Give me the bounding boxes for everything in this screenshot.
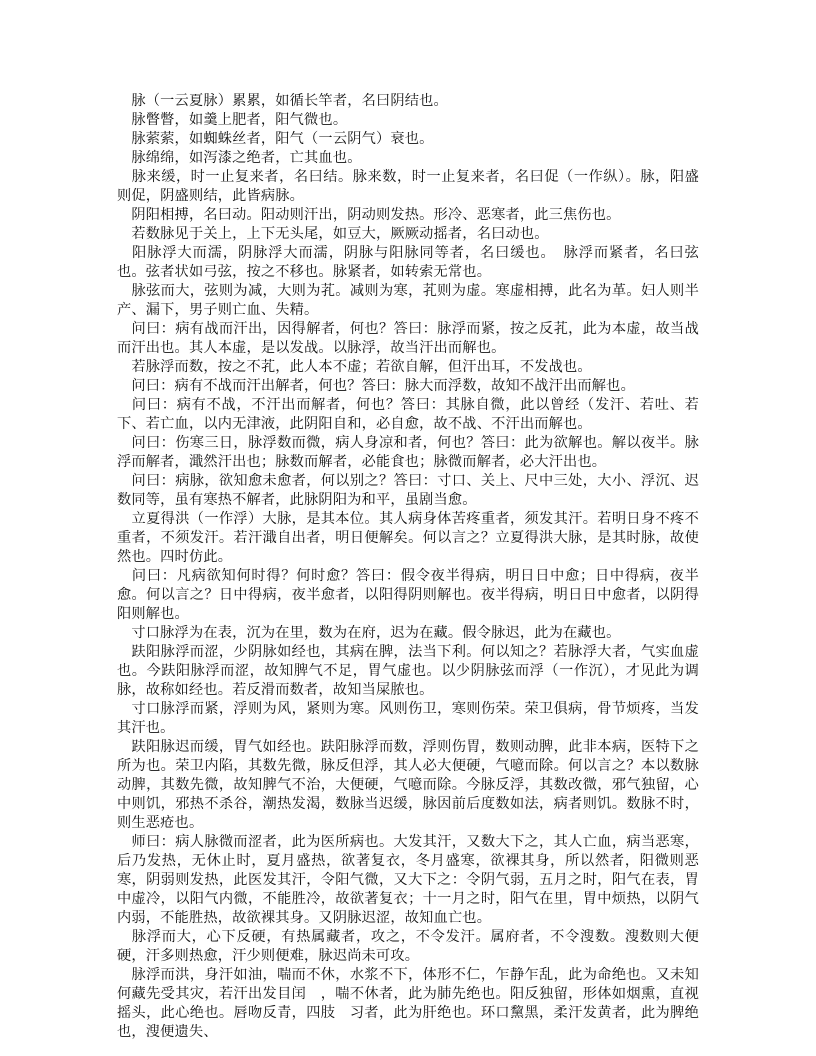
paragraph: 寸口脉浮为在表，沉为在里，数为在府，迟为在藏。假令脉迟，此为在藏也。: [117, 625, 621, 641]
paragraph: 师曰：病人脉微而涩者，此为医所病也。大发其汗，又数大下之，其人亡血，病当恶寒，后乃发热，无休止时，夏月盛热，欲著复衣，冬月盛寒，欲裸其身，所以然者，阳微则恶寒，阴弱则发热，此医发其汗，令阳气微，又大下之：令阴气弱，五月之时，阳气在表，胃中虚冷，以阳气内微，不能胜冷，故欲著复衣；十一月之时，阳气在里，胃中烦热，以阴气内弱，不能胜热，故欲裸其身。又阴脉迟涩，故知血亡也。: [117, 834, 699, 926]
paragraph: 脉浮而大，心下反硬，有热属藏者，攻之，不令发汗。属府者，不令溲数。溲数则大便硬，汗多则热愈，汗少则便难，脉迟尚未可攻。: [117, 929, 699, 964]
paragraph: 问曰：凡病欲知何时得？何时愈？答曰：假令夜半得病，明日日中愈；日中得病，夜半愈。何以言之？日中得病，夜半愈者，以阳得阴则解也。夜半得病，明日日中愈者，以阴得阳则解也。: [117, 568, 699, 622]
paragraph: 阳脉浮大而濡，阴脉浮大而濡，阴脉与阳脉同等者，名曰缓也。 脉浮而紧者，名曰弦也。弦者状如弓弦，按之不移也。脉紧者，如转索无常也。: [117, 245, 699, 280]
document-page: [117, 92, 699, 1042]
paragraph: 立夏得洪（一作浮）大脉，是其本位。其人病身体苦疼重者，须发其汗。若明日身不疼不重者，不须发汗。若汗濈自出者，明日便解矣。何以言之？立夏得洪大脉，是其时脉，故使然也。四时仿此。: [117, 511, 699, 565]
paragraph: 寸口脉浮而紧，浮则为风，紧则为寒。风则伤卫，寒则伤荣。荣卫俱病，骨节烦疼，当发其汗也。: [117, 701, 699, 736]
paragraph: 脉绵绵，如泻漆之绝者，亡其血也。: [117, 150, 362, 166]
paragraph: 若数脉见于关上，上下无头尾，如豆大，厥厥动摇者，名曰动也。: [117, 226, 549, 242]
paragraph: 问曰：病脉，欲知愈未愈者，何以别之？答曰：寸口、关上、尺中三处，大小、浮沉、迟数同等，虽有寒热不解者，此脉阴阳为和平，虽剧当愈。: [117, 473, 699, 508]
paragraph: 脉来缓，时一止复来者，名曰结。脉来数，时一止复来者，名曰促（一作纵）。脉，阳盛则促，阴盛则结，此皆病脉。: [117, 169, 699, 204]
paragraph: 问曰：病有不战而汗出解者，何也？答曰：脉大而浮数，故知不战汗出而解也。: [117, 378, 635, 394]
paragraph: 脉萦萦，如蜘蛛丝者，阳气（一云阴气）衰也。: [117, 131, 434, 147]
paragraph: 趺阳脉浮而涩，少阴脉如经也，其病在脾，法当下利。何以知之？若脉浮大者，气实血虚也。今趺阳脉浮而涩，故知脾气不足，胃气虚也。以少阴脉弦而浮（一作沉），才见此为调脉，故称如经也。若反滑而数者，故知当屎脓也。: [117, 644, 699, 698]
paragraph: 脉瞥瞥，如羹上肥者，阳气微也。: [117, 112, 348, 128]
paragraph: 问曰：病有不战，不汗出而解者，何也？答曰：其脉自微，此以曾经（发汗、若吐、若下、若亡血，以内无津液，此阴阳自和，必自愈，故不战、不汗出而解也。: [117, 397, 699, 432]
paragraph: 脉（一云夏脉）累累，如循长竿者，名曰阴结也。: [117, 93, 448, 109]
paragraph: 问曰：伤寒三日，脉浮数而微，病人身凉和者，何也？答曰：此为欲解也。解以夜半。脉浮而解者，濈然汗出也；脉数而解者，必能食也；脉微而解者，必大汗出也。: [117, 435, 699, 470]
paragraph: 脉浮而洪，身汗如油，喘而不休，水浆不下，体形不仁，乍静乍乱，此为命绝也。又未知何藏先受其灾，若汗出发目闰 ，喘不休者，此为肺先绝也。阳反独留，形体如烟熏，直视摇头，此心绝也。唇吻反青，四肢 习者，此为肝绝也。环口黧黑，柔汗发黄者，此为脾绝也，溲便遗失、: [117, 967, 699, 1040]
paragraph: 脉弦而大，弦则为减，大则为芤。减则为寒，芤则为虚。寒虚相搏，此名为革。妇人则半产、漏下，男子则亡血、失精。: [117, 283, 699, 318]
paragraph: 若脉浮而数，按之不芤，此人本不虚；若欲自解，但汗出耳，不发战也。: [117, 359, 592, 375]
paragraph: 问曰：病有战而汗出，因得解者，何也？答曰：脉浮而紧，按之反芤，此为本虚，故当战而汗出也。其人本虚，是以发战。以脉浮，故当汗出而解也。: [117, 321, 699, 356]
paragraph: 趺阳脉迟而缓，胃气如经也。趺阳脉浮而数，浮则伤胃，数则动脾，此非本病，医特下之所为也。荣卫内陷，其数先微，脉反但浮，其人必大便硬，气噫而除。何以言之？本以数脉动脾，其数先微，故知脾气不治，大便硬，气噫而除。今脉反浮，其数改微，邪气独留，心中则饥，邪热不杀谷，潮热发渴，数脉当迟缓，脉因前后度数如法，病者则饥。数脉不时，则生恶疮也。: [117, 739, 699, 831]
paragraph: 阴阳相搏，名曰动。阳动则汗出，阴动则发热。形冷、恶寒者，此三焦伤也。: [117, 207, 621, 223]
